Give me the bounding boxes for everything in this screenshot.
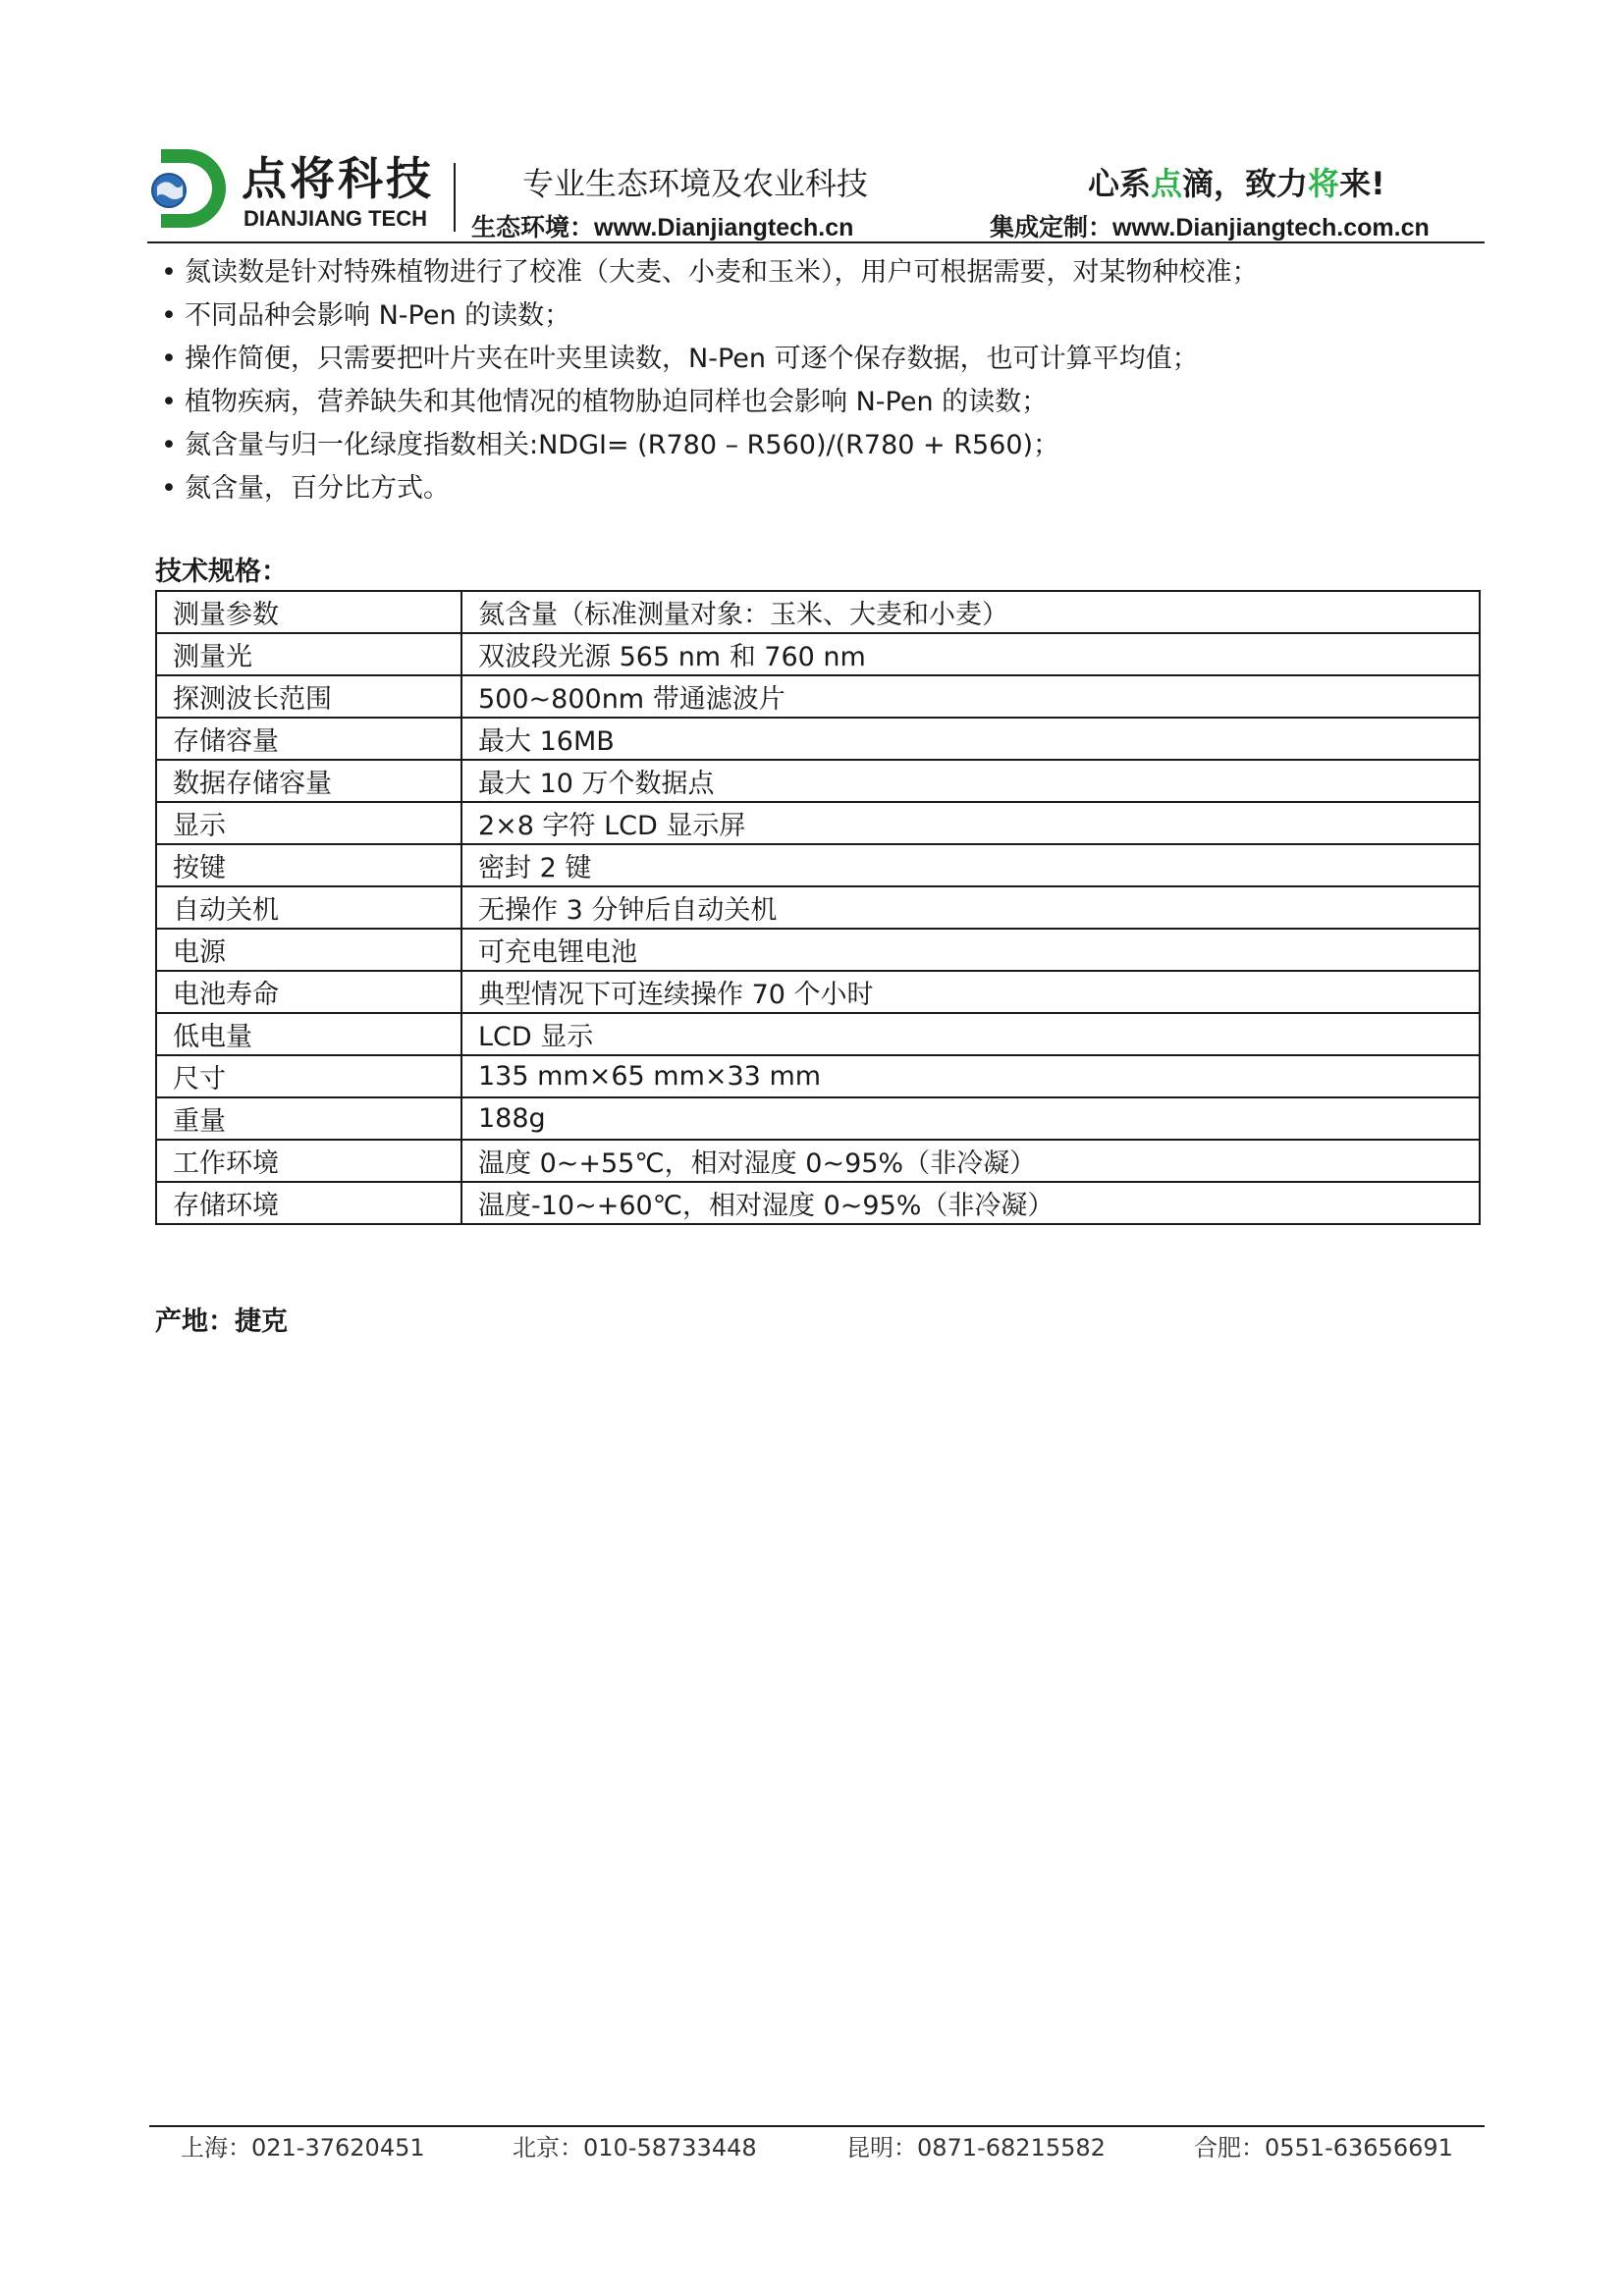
- list-item-text: 不同品种会影响 N-Pen 的读数；: [185, 300, 571, 331]
- header-divider: [454, 163, 456, 232]
- spec-label: 测量参数: [156, 591, 461, 633]
- footer-contact-beijing: 北京：010-58733448: [513, 2134, 757, 2162]
- spec-label: 电源: [156, 929, 461, 971]
- spec-label: 自动关机: [156, 886, 461, 929]
- spec-label: 数据存储容量: [156, 760, 461, 802]
- bullet-marker: •: [161, 387, 177, 417]
- spec-value: 双波段光源 565 nm 和 760 nm: [461, 633, 1480, 675]
- spec-table: [155, 590, 1481, 1225]
- list-item: [161, 381, 1477, 424]
- spec-value: 可充电锂电池: [461, 929, 1480, 971]
- origin-text: 产地：捷克: [155, 1307, 288, 1337]
- spec-value: 500~800nm 带通滤波片: [461, 675, 1480, 718]
- table-row: [156, 1055, 1480, 1097]
- spec-label: 尺寸: [156, 1055, 461, 1097]
- spec-heading: 技术规格：: [155, 557, 288, 587]
- bullet-marker: •: [161, 344, 177, 374]
- spec-label: 工作环境: [156, 1140, 461, 1182]
- motto-part: 来!: [1339, 165, 1385, 202]
- header-rule: [147, 241, 1485, 243]
- table-row: [156, 844, 1480, 886]
- motto-part: 心系: [1088, 165, 1152, 202]
- table-row: [156, 675, 1480, 718]
- spec-label: 探测波长范围: [156, 675, 461, 718]
- spec-value: 温度 0~+55℃，相对湿度 0~95%（非冷凝）: [461, 1140, 1480, 1182]
- list-item-text: 氮含量与归一化绿度指数相关:NDGI= (R780 – R560)/(R780 + R560)；: [185, 430, 1060, 460]
- table-row: [156, 718, 1480, 760]
- spec-value: 氮含量（标准测量对象：玉米、大麦和小麦）: [461, 591, 1480, 633]
- spec-label: 存储环境: [156, 1182, 461, 1224]
- list-item-text: 植物疾病，营养缺失和其他情况的植物胁迫同样也会影响 N-Pen 的读数；: [185, 387, 1049, 417]
- motto-highlight: 点: [1151, 165, 1183, 202]
- spec-value: LCD 显示: [461, 1013, 1480, 1055]
- spec-label: 显示: [156, 802, 461, 844]
- page-footer: [0, 2128, 1624, 2167]
- footer-contact-kunming: 昆明：0871-68215582: [846, 2134, 1106, 2162]
- logo-icon: [147, 141, 230, 236]
- motto-part: 滴，致力: [1182, 165, 1309, 202]
- header-slogan: 专业生态环境及农业科技: [522, 165, 869, 202]
- table-row: [156, 971, 1480, 1013]
- spec-label: 按键: [156, 844, 461, 886]
- bullet-marker: •: [161, 300, 177, 331]
- website-link-custom[interactable]: 集成定制：www.Dianjiangtech.com.cn: [990, 214, 1430, 241]
- spec-value: 密封 2 键: [461, 844, 1480, 886]
- table-row: [156, 1013, 1480, 1055]
- motto-highlight: 将: [1308, 165, 1340, 202]
- bullet-marker: •: [161, 473, 177, 504]
- spec-label: 重量: [156, 1097, 461, 1140]
- website-link-eco[interactable]: 生态环境：www.Dianjiangtech.cn: [471, 214, 854, 241]
- table-row: [156, 1140, 1480, 1182]
- list-item: [161, 467, 1477, 510]
- header-motto: [1088, 159, 1385, 204]
- table-row: [156, 591, 1480, 633]
- spec-label: 低电量: [156, 1013, 461, 1055]
- table-row: [156, 929, 1480, 971]
- table-row: [156, 633, 1480, 675]
- table-row: [156, 802, 1480, 844]
- spec-value: 最大 10 万个数据点: [461, 760, 1480, 802]
- spec-value: 无操作 3 分钟后自动关机: [461, 886, 1480, 929]
- spec-value: 188g: [461, 1097, 1480, 1140]
- list-item: [161, 424, 1477, 467]
- footer-contact-hefei: 合肥：0551-63656691: [1194, 2134, 1453, 2162]
- list-item-text: 氮读数是针对特殊植物进行了校准（大麦、小麦和玉米），用户可根据需要，对某物种校准；: [185, 257, 1259, 288]
- table-row: [156, 886, 1480, 929]
- bullet-marker: •: [161, 257, 177, 288]
- feature-list: [161, 251, 1477, 510]
- footer-rule: [149, 2125, 1485, 2127]
- list-item: [161, 338, 1477, 381]
- spec-value: 最大 16MB: [461, 718, 1480, 760]
- page-header: [147, 137, 1483, 243]
- brand-name-en: DIANJIANG TECH: [244, 206, 428, 231]
- spec-value: 135 mm×65 mm×33 mm: [461, 1055, 1480, 1097]
- list-item-text: 氮含量，百分比方式。: [185, 473, 450, 504]
- table-row: [156, 1182, 1480, 1224]
- spec-value: 温度-10~+60℃，相对湿度 0~95%（非冷凝）: [461, 1182, 1480, 1224]
- table-row: [156, 760, 1480, 802]
- spec-value: 典型情况下可连续操作 70 个小时: [461, 971, 1480, 1013]
- spec-label: 测量光: [156, 633, 461, 675]
- spec-label: 电池寿命: [156, 971, 461, 1013]
- spec-label: 存储容量: [156, 718, 461, 760]
- list-item-text: 操作简便，只需要把叶片夹在叶夹里读数，N-Pen 可逐个保存数据，也可计算平均值；: [185, 344, 1199, 374]
- brand-name-cn: 点将科技: [242, 152, 434, 205]
- list-item: [161, 251, 1477, 294]
- bullet-marker: •: [161, 430, 177, 460]
- footer-contact-shanghai: 上海：021-37620451: [181, 2134, 425, 2162]
- list-item: [161, 294, 1477, 338]
- spec-value: 2×8 字符 LCD 显示屏: [461, 802, 1480, 844]
- table-row: [156, 1097, 1480, 1140]
